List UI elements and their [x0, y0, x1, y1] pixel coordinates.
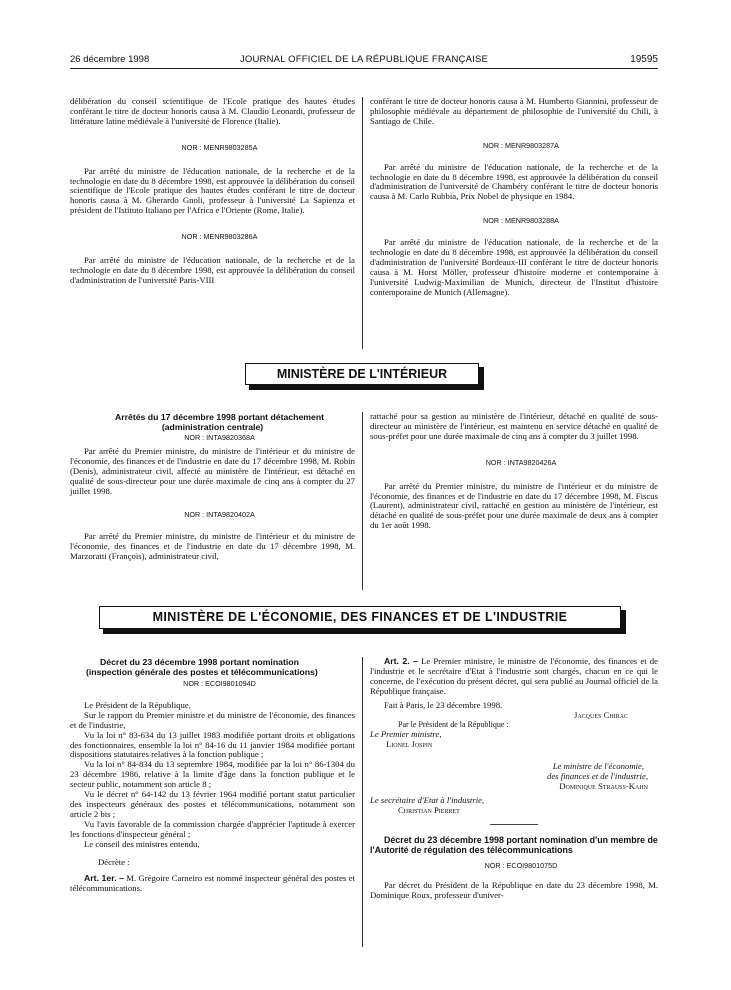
nor-reference: NOR : INTA9820368A [184, 433, 255, 442]
nor-reference: NOR : MENR9803285A [181, 142, 258, 152]
header-rule [70, 68, 658, 69]
paragraph: rattaché pour sa gestion au ministère de l'intérieur, détaché en qualité de sous-directeur au ministère de l'intérieur, est maintenu en service détaché en qualité de sous-préfet pour une durée maximale de cinq ans à compter du 3 juillet 1998. [370, 411, 658, 441]
paragraph: conférant le titre de docteur honoris causa à M. Humberto Giannini, professeur de philosophie médiévale au département de philosophie de l'université du Chili, à Santiago de Chile. [370, 96, 658, 126]
signatory-title: Le secrétaire d'Etat à l'industrie, [370, 794, 485, 805]
par-line: Par le Président de la République : [398, 720, 509, 730]
signatory-title: Le Premier ministre, [370, 729, 442, 740]
article-text: Le Premier ministre, le ministre de l'économie, des finances et de l'industrie et le secrétaire d'Etat à l'industrie sont chargés, chacun en ce qui le concerne, de l'exécution du présent décret, qui sera publié au Journal officiel de la République française. [370, 656, 659, 696]
paragraph: Par arrêté du Premier ministre, du ministre de l'intérieur et du ministre de l'économie, des finances et de l'industrie en date du 17 décembre 1998, M. Robin (Denis), administrateur civil, affecté au ministère de l'intérieur, est détaché en qualité de sous-directeur pour une durée maximale de cinq ans à compter du 27 juillet 1998. [70, 445, 355, 496]
interieur-right-column [370, 412, 658, 531]
paragraph: Par arrêté du ministre de l'éducation nationale, de la recherche et de la technologie en date du 8 décembre 1998, est approuvée la délibération du conseil d'administration de l'université de Chambéry conférant le titre de docteur honoris causa à M. Carlo Rubbia, Prix Nobel de physique en 1984. [370, 161, 658, 202]
signatory-name: Lionel Jospin [386, 739, 433, 750]
signatory-title: Le ministre de l'économie, [552, 761, 644, 772]
economie-left-column [70, 657, 355, 894]
nor-reference: NOR : MENR9803288A [483, 216, 559, 226]
paragraph: Par arrêté du Premier ministre, du ministre de l'intérieur et du ministre de l'économie, des finances et de l'industrie en date du 17 décembre 1998, M. Fiscus (Laurent), administrateur civil, rattaché en gestion au ministère de l'intérieur, est détaché en qualité de sous-préfet pour une durée maximale de deux ans à compter du 1er août 1998. [370, 480, 658, 531]
paragraph: Par arrêté du ministre de l'éducation nationale, de la recherche et de la technologie en date du 8 décembre 1998, est approuvée la délibération du conseil d'administration de l'université Paris-VIII [70, 255, 355, 285]
preamble-line: Le Président de la République, [84, 699, 191, 710]
column-divider [362, 412, 363, 590]
article-label: Art. 1er. – [84, 873, 124, 884]
signatory-name: Dominique Strauss-Kahn [559, 780, 648, 791]
article-2 [370, 657, 658, 697]
paragraph: Par décret du Président de la République en date du 23 décembre 1998, M. Dominique Roux, professeur d'univer- [370, 880, 658, 901]
nor-reference: NOR : ECOI9801094D [183, 679, 256, 688]
fait-line: Fait à Paris, le 23 décembre 1998. [384, 699, 503, 710]
nor-reference: NOR : INTA9820402A [184, 510, 255, 520]
ministry-banner: MINISTÈRE DE L'ÉCONOMIE, DES FINANCES ET DE L'INDUSTRIE [99, 606, 621, 629]
ministry-banner: MINISTÈRE DE L'INTÉRIEUR [245, 363, 479, 385]
top-left-column [70, 97, 355, 286]
paragraph: Par arrêté du Premier ministre, du ministre de l'intérieur et du ministre de l'économie, des finances et de l'industrie en date du 17 décembre 1998, M. Marzoratti (François), administrateur civil, [70, 531, 355, 562]
article-label: Art. 2. – [384, 656, 418, 666]
nor-reference: NOR : ECOI9801075D [484, 861, 558, 871]
column-divider [362, 657, 363, 947]
signatory-title: des finances et de l'industrie, [546, 771, 648, 782]
nor-reference: NOR : MENR9803286A [181, 232, 258, 242]
decrete-line: Décrète : [98, 856, 130, 867]
paragraph: Par arrêté du ministre de l'éducation nationale, de la recherche et de la technologie en date du 8 décembre 1998, est approuvée la délibération du conseil scientifique de l'Ecole pratique des hautes études conférant le titre de docteur honoris causa à M. Gherardo Gnoli, professeur à l'université La Sapienza et président de l'Istituto Italiano per l'Africa e l'Oriente (Rome, Italie). [70, 165, 355, 216]
preamble-line: Le conseil des ministres entendu, [84, 838, 200, 849]
section-title: Arrêtés du 17 décembre 1998 portant détachement (administration centrale) [114, 412, 325, 432]
interieur-left-column [70, 412, 355, 562]
article-1 [70, 874, 355, 894]
signature-president: Jacques Chirac [573, 709, 628, 720]
decree-title: Décret du 23 décembre 1998 portant nomination d'un membre de l'Autorité de régulation des télécommunications [370, 834, 658, 855]
header-journal-title: JOURNAL OFFICIEL DE LA RÉPUBLIQUE FRANÇAISE [239, 54, 489, 65]
paragraph: délibération du conseil scientifique de l'Ecole pratique des hautes études conférant le titre de docteur honoris causa à M. Claudio Leonardi, professeur de littérature latine médiévale à l'université de Florence (Italie). [70, 96, 355, 126]
column-divider [362, 97, 363, 349]
preamble-line: Vu l'avis favorable de la commission chargée d'apprécier l'aptitude à exercer les fonctions d'inspecteur général ; [70, 818, 355, 839]
preamble-line: Vu la loi n° 83-634 du 13 juillet 1983 modifiée portant droits et obligations des fonctionnaires, ensemble la loi n° 84-16 du 11 janvier 1984 modifiée portant dispositions statutaires relatives à la fonction publique ; [70, 729, 355, 760]
top-right-column [370, 97, 658, 298]
preamble-line: Vu le décret n° 64-142 du 13 février 1964 modifié portant statut particulier des inspecteurs généraux des postes et télécommunications, notamment son article 2 bis ; [70, 789, 355, 819]
economie-right-column [370, 657, 658, 901]
nor-reference: NOR : MENR9803287A [483, 140, 559, 150]
nor-reference: NOR : INTA9820426A [485, 457, 557, 467]
article-text: M. Grégoire Carneiro est nommé inspecteur général des postes et télécommunications. [70, 873, 356, 894]
header-page-number: 19595 [630, 54, 658, 65]
signatory-name: Christian Pierret [398, 804, 460, 815]
header-date: 26 décembre 1998 [70, 54, 150, 65]
preamble-line: Vu la loi n° 84-834 du 13 septembre 1984, modifiée par la loi n° 86-1304 du 23 décembre 1986, relative à la limite d'âge dans la fonction publique et le secteur public, notamment son article 8 ; [70, 759, 355, 790]
paragraph: Par arrêté du ministre de l'éducation nationale, de la recherche et de la technologie en date du 8 décembre 1998, est approuvée la délibération du conseil d'administration de l'université Bordeaux-III conférant le titre de docteur honoris causa à M. Horst Möller, professeur d'histoire moderne et contemporaine à l'université Ludwig-Maximilian de Munich, directeur de l'Institut d'histoire contemporaine de Munich (Allemagne). [370, 237, 658, 297]
decree-title: Décret du 23 décembre 1998 portant nomination (inspection générale des postes et télécommunications) [86, 657, 318, 677]
preamble-line: Sur le rapport du Premier ministre et du ministre de l'économie, des finances et de l'industrie, [70, 709, 355, 730]
